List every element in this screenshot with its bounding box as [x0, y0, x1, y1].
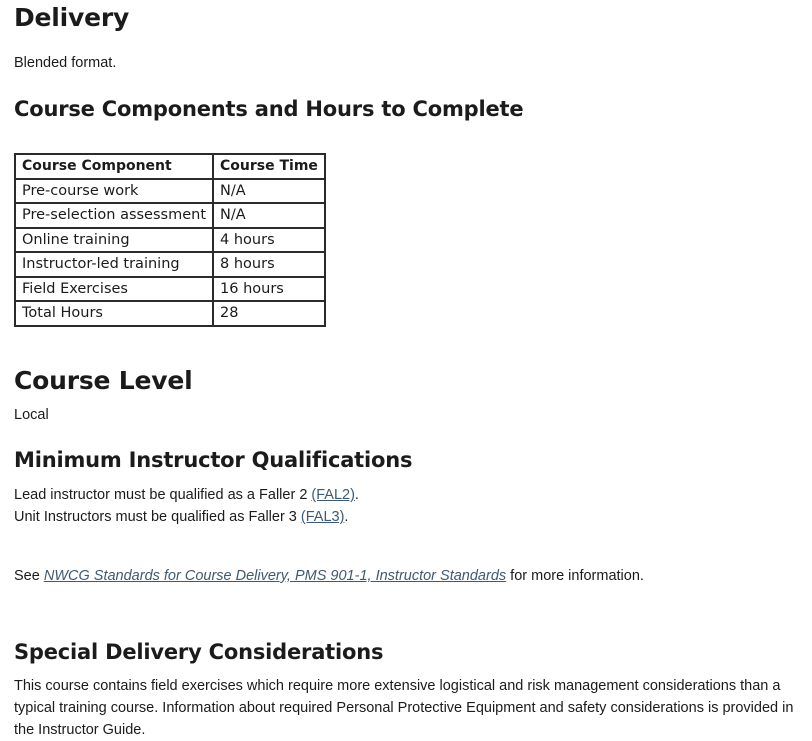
time-cell: 28: [213, 301, 325, 326]
see-prefix: See: [14, 568, 44, 584]
special-delivery-text: This course contains field exercises which require more extensive logistical and risk management considerations than a typical training course. Information about required Personal Protective Equipment and safety considerations is provided in the Instructor Guide.: [14, 678, 794, 738]
see-suffix: for more information.: [506, 568, 644, 584]
table-row: [15, 277, 325, 302]
time-cell: N/A: [213, 179, 325, 204]
fal3-link[interactable]: (FAL3): [300, 509, 345, 525]
table-row: [15, 228, 325, 253]
table-row: [15, 252, 325, 277]
course-components-table: [14, 153, 326, 327]
time-cell: 16 hours: [213, 277, 325, 302]
see-standards-text: [14, 567, 644, 585]
component-cell: Instructor-led training: [15, 252, 213, 277]
component-cell: Online training: [15, 228, 213, 253]
table-row: [15, 179, 325, 204]
component-cell: Pre-selection assessment: [15, 203, 213, 228]
column-header-component: Course Component: [15, 154, 213, 179]
fal2-link[interactable]: (FAL2): [311, 487, 355, 503]
delivery-heading: Delivery: [14, 3, 130, 32]
component-cell: Field Exercises: [15, 277, 213, 302]
component-cell: Pre-course work: [15, 179, 213, 204]
course-level-text: Local: [14, 407, 49, 423]
table-row: [15, 301, 325, 326]
delivery-text: Blended format.: [14, 55, 117, 71]
course-level-heading: Course Level: [14, 366, 193, 395]
unit-instructor-text: Unit Instructors must be qualified as Faller 3: [14, 509, 301, 525]
column-header-time: Course Time: [213, 154, 325, 179]
time-cell: 4 hours: [213, 228, 325, 253]
lead-instructor-period: .: [354, 487, 359, 503]
time-cell: N/A: [213, 203, 325, 228]
components-heading: Course Components and Hours to Complete: [14, 97, 524, 121]
unit-instructor-period: .: [344, 509, 349, 525]
special-delivery-heading: Special Delivery Considerations: [14, 640, 384, 664]
time-cell: 8 hours: [213, 252, 325, 277]
instructor-qualifications-heading: Minimum Instructor Qualifications: [14, 448, 413, 472]
table-row: [15, 203, 325, 228]
nwcg-standards-link[interactable]: NWCG Standards for Course Delivery, PMS 901-1, Instructor Standards: [43, 568, 507, 584]
lead-instructor-text: Lead instructor must be qualified as a Faller 2: [14, 487, 312, 503]
instructor-qualifications-text: [14, 484, 359, 528]
table-header-row: [15, 154, 325, 179]
component-cell: Total Hours: [15, 301, 213, 326]
